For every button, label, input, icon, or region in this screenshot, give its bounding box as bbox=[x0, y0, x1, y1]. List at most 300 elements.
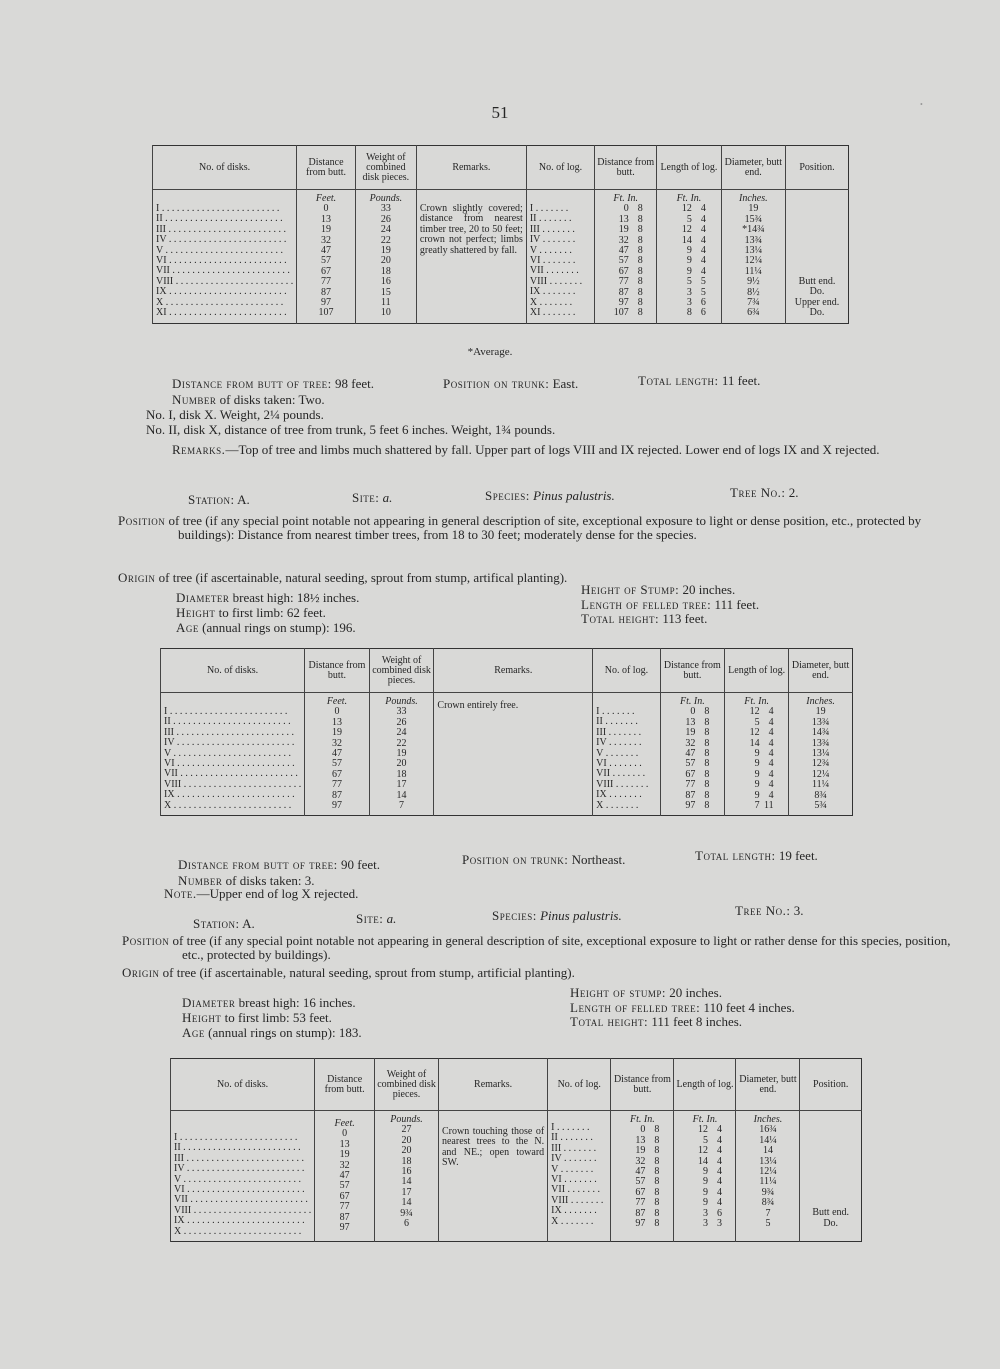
diameter-value: 7¾ bbox=[747, 297, 760, 309]
log-distance-in: 8 bbox=[654, 1145, 660, 1157]
weight-value: 26 bbox=[380, 213, 391, 225]
header-weight: Weight of combined disk pieces. bbox=[369, 649, 434, 693]
log-distance-in: 8 bbox=[704, 706, 710, 718]
disk-number: VI bbox=[156, 256, 167, 267]
log-number: XI bbox=[529, 308, 541, 319]
log-distance-in: 8 bbox=[637, 286, 643, 298]
log-distance-ft: 13 bbox=[685, 716, 696, 728]
log-distance-in: 8 bbox=[654, 1155, 660, 1167]
diameter-value: 9¾ bbox=[761, 1186, 775, 1198]
distance-value: 32 bbox=[331, 737, 342, 749]
header-distance-butt: Distance from butt. bbox=[297, 146, 356, 190]
table-row-log: VII . . . . . . . bbox=[596, 769, 646, 780]
col-distance: Feet. 0 13 19 32 47 57 67 77 87 97 107 bbox=[297, 190, 356, 324]
diameter-value: 14 bbox=[762, 1145, 773, 1157]
log-distance-ft: 19 bbox=[635, 1145, 646, 1157]
col-weight: Pounds. 33 26 24 22 19 20 18 16 15 11 10 bbox=[355, 190, 416, 324]
log-length-in: 6 bbox=[700, 297, 706, 309]
table-row-disk: I . . . . . . . . . . . . . . . . . . . . . . . . bbox=[164, 707, 288, 717]
log-distance-ft: 77 bbox=[685, 779, 696, 791]
total-length-1: Total length: 11 feet. bbox=[638, 373, 761, 388]
distance-value: 77 bbox=[339, 1201, 350, 1213]
log-length-ft: 14 bbox=[749, 737, 760, 749]
diameter-value: 9½ bbox=[747, 276, 760, 288]
log-number: VI bbox=[551, 1175, 562, 1186]
log-length-ft: 5 bbox=[686, 213, 692, 225]
weight-value: 20 bbox=[380, 255, 391, 267]
log-number: III bbox=[596, 727, 607, 738]
header-diameter: Diameter, butt end. bbox=[789, 649, 853, 693]
distance-value: 47 bbox=[331, 748, 342, 760]
disk-number: X bbox=[164, 800, 172, 811]
log-length-in: 4 bbox=[716, 1134, 722, 1146]
table-row-log: X . . . . . . . bbox=[551, 1216, 594, 1227]
weight-value: 22 bbox=[380, 234, 391, 246]
log-number: IX bbox=[596, 790, 607, 801]
log-length-in: 4 bbox=[700, 224, 706, 236]
log-length-ft: 9 bbox=[702, 1197, 708, 1209]
log-length-cell bbox=[660, 308, 717, 318]
log-number: VIII bbox=[596, 779, 614, 790]
disk-number: IV bbox=[164, 738, 175, 749]
distance-value: 0 bbox=[334, 706, 340, 718]
disk-line-1: No. I, disk X. Weight, 2¼ pounds. bbox=[146, 407, 324, 422]
log-number: III bbox=[551, 1143, 562, 1154]
log-length-in: 4 bbox=[768, 779, 774, 791]
table-row-log: III . . . . . . . bbox=[529, 224, 575, 235]
age-2: Age (annual rings on stump): 196. bbox=[176, 620, 356, 635]
disk-number: X bbox=[156, 297, 164, 308]
log-length-ft: 12 bbox=[749, 727, 760, 739]
log-distance-ft: 57 bbox=[635, 1176, 646, 1188]
log-length-ft: 9 bbox=[754, 779, 760, 791]
weight-value: 24 bbox=[380, 224, 391, 236]
log-length-in: 4 bbox=[716, 1145, 722, 1157]
diameter-value: 12¼ bbox=[811, 768, 830, 780]
header-distance-butt-log: Distance from butt. bbox=[660, 649, 724, 693]
diameter-value: 8¾ bbox=[761, 1197, 775, 1209]
table-row-log: IV . . . . . . . bbox=[551, 1154, 597, 1165]
log-distance-ft: 0 bbox=[623, 203, 629, 215]
weight-value: 9¾ bbox=[400, 1207, 413, 1219]
log-distance-in: 8 bbox=[637, 245, 643, 257]
log-distance-ft: 97 bbox=[685, 800, 696, 812]
log-length-in: 4 bbox=[768, 748, 774, 760]
header-no-log: No. of log. bbox=[526, 146, 594, 190]
log-distance-ft: 97 bbox=[635, 1218, 646, 1230]
distance-value: 67 bbox=[339, 1190, 350, 1202]
diameter-value: 13¾ bbox=[811, 716, 830, 728]
log-length-ft: 14 bbox=[697, 1155, 708, 1167]
diameter-value: 16¾ bbox=[759, 1124, 777, 1136]
weight-value: 26 bbox=[396, 716, 407, 728]
col-remarks bbox=[434, 693, 593, 816]
distance-value: 57 bbox=[321, 255, 332, 267]
disk-number: III bbox=[156, 224, 166, 235]
header-remarks: Remarks. bbox=[438, 1059, 547, 1111]
log-distance-in: 8 bbox=[637, 276, 643, 288]
weight-value: 14 bbox=[401, 1176, 412, 1188]
col-log-distance: Ft. In. 0 8 13 8 19 8 32 8 47 8 57 8 67 8 77 8 87 8 97 8 bbox=[660, 693, 724, 816]
log-length-in: 4 bbox=[700, 265, 706, 277]
table-row-log: IX . . . . . . . bbox=[529, 287, 576, 298]
table-row-disk: IV . . . . . . . . . . . . . . . . . . . . . . . . bbox=[174, 1164, 305, 1175]
log-number: IV bbox=[529, 235, 541, 246]
table-row-disk: VII . . . . . . . . . . . . . . . . . . . . . . . . bbox=[156, 266, 290, 277]
table-row-disk: IX . . . . . . . . . . . . . . . . . . . . . . . . bbox=[174, 1216, 305, 1227]
diameter-value: 8½ bbox=[747, 286, 760, 298]
log-length-in: 4 bbox=[716, 1166, 722, 1178]
diameter-value: 15¾ bbox=[744, 213, 763, 225]
log-distance-ft: 67 bbox=[635, 1186, 646, 1198]
disk-line-2: No. II, disk X, distance of tree from trunk, 5 feet 6 inches. Weight, 1¾ pounds. bbox=[146, 422, 556, 437]
col-log-distance: Ft. In. 0 8 13 8 19 8 32 8 47 8 57 8 67 8 77 8 87 8 97 8 bbox=[611, 1111, 674, 1242]
log-distance-in: 8 bbox=[704, 800, 710, 812]
weight-value: 20 bbox=[396, 758, 407, 770]
diameter-value: 14¾ bbox=[811, 727, 830, 739]
log-number: VII bbox=[529, 266, 544, 277]
log-distance-in: 8 bbox=[637, 255, 643, 267]
table-row-disk: II . . . . . . . . . . . . . . . . . . . . . . . . bbox=[164, 717, 291, 728]
header-no-log: No. of log. bbox=[548, 1059, 611, 1111]
table-row-log: II . . . . . . . bbox=[551, 1133, 593, 1144]
log-length-ft: 3 bbox=[702, 1218, 708, 1230]
remarks-text: Crown entirely free. bbox=[437, 700, 519, 711]
log-length-in: 6 bbox=[700, 307, 706, 319]
position-value: Butt end. bbox=[798, 275, 836, 287]
log-number: V bbox=[596, 748, 604, 759]
log-length-in: 4 bbox=[768, 716, 774, 728]
note-2: Note.—Upper end of log X rejected. bbox=[164, 886, 359, 901]
table-row-disk: II . . . . . . . . . . . . . . . . . . . . . . . . bbox=[156, 214, 283, 225]
log-length-in: 4 bbox=[768, 758, 774, 770]
weight-value: 19 bbox=[396, 748, 407, 760]
log-number: IV bbox=[596, 738, 607, 749]
log-distance-in: 8 bbox=[654, 1207, 660, 1219]
log-distance-in: 8 bbox=[654, 1134, 660, 1146]
table-row-log: II . . . . . . . bbox=[529, 214, 572, 225]
log-length-in: 5 bbox=[700, 276, 706, 288]
weight-value: 7 bbox=[399, 800, 405, 812]
weight-value: 16 bbox=[401, 1166, 412, 1178]
log-length-ft: 9 bbox=[686, 255, 692, 267]
table-row-disk: X . . . . . . . . . . . . . . . . . . . . . . . . bbox=[174, 1226, 302, 1237]
header-distance-butt: Distance from butt. bbox=[315, 1059, 375, 1111]
header-weight: Weight of combined disk pieces. bbox=[375, 1059, 439, 1111]
distance-value: 32 bbox=[321, 234, 332, 246]
distance-value: 67 bbox=[321, 265, 332, 277]
diameter-value: 6¾ bbox=[747, 307, 760, 319]
diameter-2: Diameter breast high: 18½ inches. bbox=[176, 590, 360, 605]
diameter-value: 13¾ bbox=[811, 737, 830, 749]
table-row-log: VII . . . . . . . bbox=[551, 1185, 601, 1196]
table-row-log: VIII . . . . . . . bbox=[596, 779, 649, 790]
table-row-log: II . . . . . . . bbox=[596, 717, 638, 728]
distance-value: 32 bbox=[339, 1159, 350, 1171]
table-row-disk: X . . . . . . . . . . . . . . . . . . . . . . . . bbox=[156, 297, 284, 308]
log-distance-in: 8 bbox=[654, 1186, 660, 1198]
position-value: Butt end. bbox=[812, 1207, 850, 1219]
log-number: II bbox=[596, 717, 603, 728]
weight-value: 33 bbox=[380, 203, 391, 215]
diameter-value: 7 bbox=[765, 1207, 771, 1219]
table-row-log: VI . . . . . . . bbox=[529, 256, 576, 267]
weight-value: 6 bbox=[404, 1218, 410, 1230]
table-row-disk: VII . . . . . . . . . . . . . . . . . . . . . . . . bbox=[164, 769, 298, 780]
disk-number: VIII bbox=[164, 779, 182, 790]
col-logs bbox=[548, 1111, 611, 1242]
stump-2: Height of Stump: 20 inches. bbox=[581, 582, 736, 597]
log-distance-in: 8 bbox=[704, 758, 710, 770]
disk-number: II bbox=[164, 717, 171, 728]
log-distance-ft: 19 bbox=[618, 224, 629, 236]
diameter-value: 12¼ bbox=[759, 1166, 777, 1178]
log-distance-ft: 47 bbox=[635, 1166, 646, 1178]
log-length-ft: 3 bbox=[686, 286, 692, 298]
table-row-log: V . . . . . . . bbox=[551, 1164, 594, 1175]
header-no-disks: No. of disks. bbox=[171, 1059, 315, 1111]
weight-value: 20 bbox=[401, 1145, 412, 1157]
disk-number: V bbox=[156, 245, 164, 256]
total-height-3: Total height: 111 feet 8 inches. bbox=[570, 1014, 743, 1029]
distance-value: 13 bbox=[321, 213, 332, 225]
page-number: 51 bbox=[491, 103, 509, 122]
disk-number: VII bbox=[174, 1195, 188, 1206]
disk-number: I bbox=[156, 204, 160, 214]
disk-number: VI bbox=[164, 759, 175, 770]
log-length-in: 4 bbox=[716, 1124, 722, 1136]
header-weight: Weight of combined disk pieces. bbox=[355, 146, 416, 190]
log-distance-ft: 87 bbox=[635, 1207, 646, 1219]
log-length-in: 4 bbox=[716, 1155, 722, 1167]
table-row-log: III . . . . . . . bbox=[551, 1143, 597, 1154]
position-on-trunk-2: Position on trunk: Northeast. bbox=[462, 852, 626, 867]
diameter-value: 14¼ bbox=[759, 1134, 777, 1146]
table-row-disk: VIII . . . . . . . . . . . . . . . . . . . . . . . . bbox=[174, 1205, 312, 1216]
table-row-log: IV . . . . . . . bbox=[596, 738, 642, 749]
weight-value: 27 bbox=[401, 1124, 412, 1136]
log-number: VI bbox=[596, 759, 607, 770]
log-length-in: 4 bbox=[716, 1176, 722, 1188]
weight-value: 11 bbox=[381, 297, 391, 309]
log-length-cell bbox=[677, 1219, 732, 1229]
height-2: Height to first limb: 62 feet. bbox=[176, 605, 326, 620]
log-length-ft: 5 bbox=[702, 1134, 708, 1146]
distance-value: 57 bbox=[331, 758, 342, 770]
diameter-value: 11¼ bbox=[812, 779, 830, 791]
distance-value: 13 bbox=[331, 716, 342, 728]
distance-value: 57 bbox=[339, 1180, 350, 1192]
disk-number: III bbox=[164, 727, 174, 738]
log-distance-in: 8 bbox=[637, 203, 643, 215]
disk-number: VIII bbox=[174, 1205, 192, 1216]
table-row-log: V . . . . . . . bbox=[596, 748, 639, 759]
log-number: IX bbox=[551, 1206, 562, 1217]
distance-value: 19 bbox=[331, 727, 342, 739]
log-length-ft: 12 bbox=[681, 203, 692, 215]
table-row-disk: II . . . . . . . . . . . . . . . . . . . . . . . . bbox=[174, 1143, 301, 1154]
table-tree-2 bbox=[160, 648, 853, 816]
log-number: II bbox=[551, 1133, 558, 1144]
log-distance-ft: 67 bbox=[685, 768, 696, 780]
log-distance-in: 8 bbox=[654, 1218, 660, 1230]
disk-number: II bbox=[174, 1143, 181, 1154]
log-distance-in: 8 bbox=[654, 1124, 660, 1136]
log-distance-in: 8 bbox=[637, 213, 643, 225]
disk-number: IX bbox=[164, 790, 175, 801]
log-distance-in: 8 bbox=[704, 737, 710, 749]
col-remarks bbox=[416, 190, 526, 324]
distance-value: 0 bbox=[323, 203, 329, 215]
log-distance-in: 8 bbox=[637, 265, 643, 277]
log-distance-ft: 77 bbox=[618, 276, 629, 288]
col-diameter: Inches. 19 13¾ 14¾ 13¾ 13¼ 12¾ 12¼ 11¼ 8¾ 5¾ bbox=[789, 693, 853, 816]
table-row-log: I . . . . . . . bbox=[596, 707, 635, 717]
log-distance-in: 8 bbox=[637, 297, 643, 309]
col-position bbox=[786, 190, 849, 324]
log-length-in: 4 bbox=[716, 1197, 722, 1209]
table-row-disk: IV . . . . . . . . . . . . . . . . . . . . . . . . bbox=[164, 738, 295, 749]
table-row-log: IX . . . . . . . bbox=[551, 1206, 597, 1217]
header-diameter: Diameter, butt end. bbox=[721, 146, 785, 190]
log-distance-ft: 107 bbox=[613, 307, 629, 319]
log-length-in: 4 bbox=[768, 789, 774, 801]
header-length-log: Length of log. bbox=[674, 1059, 736, 1111]
header-distance-butt-log: Distance from butt. bbox=[611, 1059, 674, 1111]
col-distance: Feet. 0 13 19 32 47 57 67 77 87 97 bbox=[315, 1111, 375, 1242]
log-length-ft: 9 bbox=[686, 265, 692, 277]
log-distance-in: 8 bbox=[704, 727, 710, 739]
table-row-disk: IV . . . . . . . . . . . . . . . . . . . . . . . . bbox=[156, 235, 287, 246]
weight-value: 18 bbox=[401, 1155, 412, 1167]
table-row-disk: I . . . . . . . . . . . . . . . . . . . . . . . . bbox=[156, 204, 280, 214]
log-distance-in: 8 bbox=[704, 716, 710, 728]
weight-value: 19 bbox=[380, 245, 391, 257]
col-remarks bbox=[438, 1111, 547, 1242]
header-position: Position. bbox=[786, 146, 849, 190]
diameter-value: 13¼ bbox=[759, 1155, 777, 1167]
decor-mark: • bbox=[920, 100, 923, 109]
log-distance-ft: 0 bbox=[690, 706, 696, 718]
distance-value: 77 bbox=[321, 276, 332, 288]
header-distance-butt-log: Distance from butt. bbox=[595, 146, 657, 190]
distance-value: 19 bbox=[321, 224, 332, 236]
height-3: Height to first limb: 53 feet. bbox=[182, 1010, 332, 1025]
weight-value: 20 bbox=[401, 1134, 412, 1146]
table-row-disk: V . . . . . . . . . . . . . . . . . . . . . . . . bbox=[156, 245, 284, 256]
disk-number: I bbox=[164, 707, 168, 717]
log-number: VI bbox=[529, 256, 541, 267]
log-distance-ft: 13 bbox=[635, 1134, 646, 1146]
disk-number: V bbox=[174, 1174, 182, 1185]
log-distance-ft: 32 bbox=[685, 737, 696, 749]
table-tree-1 bbox=[152, 145, 849, 324]
disk-number: V bbox=[164, 748, 172, 759]
log-distance-ft: 0 bbox=[640, 1124, 646, 1136]
weight-value: 17 bbox=[401, 1186, 412, 1198]
disk-number: X bbox=[174, 1226, 182, 1237]
diameter-3: Diameter breast high: 16 inches. bbox=[182, 995, 356, 1010]
distance-value: 87 bbox=[339, 1211, 350, 1223]
log-distance-ft: 47 bbox=[685, 748, 696, 760]
header-length-log: Length of log. bbox=[725, 649, 789, 693]
header-no-disks: No. of disks. bbox=[153, 146, 297, 190]
disk-number: I bbox=[174, 1133, 178, 1143]
remarks-text: Crown touching those of nearest trees to the N. and NE.; open toward SW. bbox=[441, 1126, 545, 1169]
position-value: Do. bbox=[809, 286, 825, 298]
header-remarks: Remarks. bbox=[416, 146, 526, 190]
log-distance-ft: 97 bbox=[618, 297, 629, 309]
table-row-disk: VI . . . . . . . . . . . . . . . . . . . . . . . . bbox=[174, 1185, 305, 1196]
log-length-ft: 9 bbox=[754, 748, 760, 760]
header-remarks: Remarks. bbox=[434, 649, 593, 693]
log-length-ft: 8 bbox=[686, 307, 692, 319]
log-length-ft: 9 bbox=[754, 758, 760, 770]
log-number: X bbox=[551, 1216, 559, 1227]
log-distance-in: 8 bbox=[654, 1197, 660, 1209]
diameter-value: 11¼ bbox=[759, 1176, 777, 1188]
table-row-disk: XI . . . . . . . . . . . . . . . . . . . . . . . . bbox=[156, 308, 287, 319]
log-number: X bbox=[596, 800, 604, 811]
log-number: VIII bbox=[529, 276, 548, 287]
log-distance-ft: 32 bbox=[635, 1155, 646, 1167]
col-logs bbox=[593, 693, 660, 816]
diameter-value: 12¾ bbox=[811, 758, 830, 770]
log-length-in: 4 bbox=[700, 213, 706, 225]
distance-value: 47 bbox=[321, 245, 332, 257]
stump-3: Height of stump: 20 inches. bbox=[570, 985, 722, 1000]
diameter-value: 5¾ bbox=[814, 800, 827, 812]
log-distance-in: 8 bbox=[637, 224, 643, 236]
table-row-log: VII . . . . . . . bbox=[529, 266, 579, 277]
table-row-log: X . . . . . . . bbox=[529, 297, 573, 308]
distance-value: 13 bbox=[339, 1138, 350, 1150]
log-distance-ft: 57 bbox=[618, 255, 629, 267]
log-number: VII bbox=[596, 769, 611, 780]
distance-value: 67 bbox=[331, 768, 342, 780]
tree-no-3: Tree No.: 3. bbox=[735, 903, 804, 918]
log-distance-ft: 47 bbox=[618, 245, 629, 257]
table-row-log: VIII . . . . . . . bbox=[529, 276, 583, 287]
log-distance-in: 8 bbox=[704, 789, 710, 801]
table-row-disk: VI . . . . . . . . . . . . . . . . . . . . . . . . bbox=[156, 256, 287, 267]
weight-value: 17 bbox=[396, 779, 407, 791]
col-position bbox=[800, 1111, 862, 1242]
weight-value: 18 bbox=[396, 768, 407, 780]
total-length-2: Total length: 19 feet. bbox=[695, 848, 818, 863]
log-length-ft: 9 bbox=[702, 1166, 708, 1178]
log-distance-ft: 57 bbox=[685, 758, 696, 770]
log-distance-in: 8 bbox=[637, 234, 643, 246]
distance-value: 87 bbox=[331, 789, 342, 801]
diameter-value: *14¾ bbox=[742, 224, 765, 236]
table-row-log: V . . . . . . . bbox=[529, 245, 572, 256]
remarks-text: Crown slightly covered; distance from nearest timber tree, 20 to 50 feet; crown not perfect; limbs greatly shattered by fall. bbox=[419, 203, 523, 256]
col-log-length: Ft. In. 12 4 5 4 12 4 14 4 9 4 9 4 9 4 9 4 9 4 7 11 bbox=[725, 693, 789, 816]
diameter-value: 13¼ bbox=[744, 245, 763, 257]
diameter-value: 8¾ bbox=[814, 789, 827, 801]
log-length-in: 5 bbox=[700, 286, 706, 298]
log-distance-in: 8 bbox=[704, 768, 710, 780]
log-number: V bbox=[551, 1164, 559, 1175]
table-tree-3 bbox=[170, 1058, 862, 1242]
disk-number: IX bbox=[174, 1216, 185, 1227]
log-length-in: 4 bbox=[768, 706, 774, 718]
log-distance-ft: 77 bbox=[635, 1197, 646, 1209]
number-of-disks-1: Number of disks taken: Two. bbox=[172, 392, 325, 407]
log-length-ft: 9 bbox=[686, 245, 692, 257]
site-3: Site: a. bbox=[356, 911, 397, 926]
